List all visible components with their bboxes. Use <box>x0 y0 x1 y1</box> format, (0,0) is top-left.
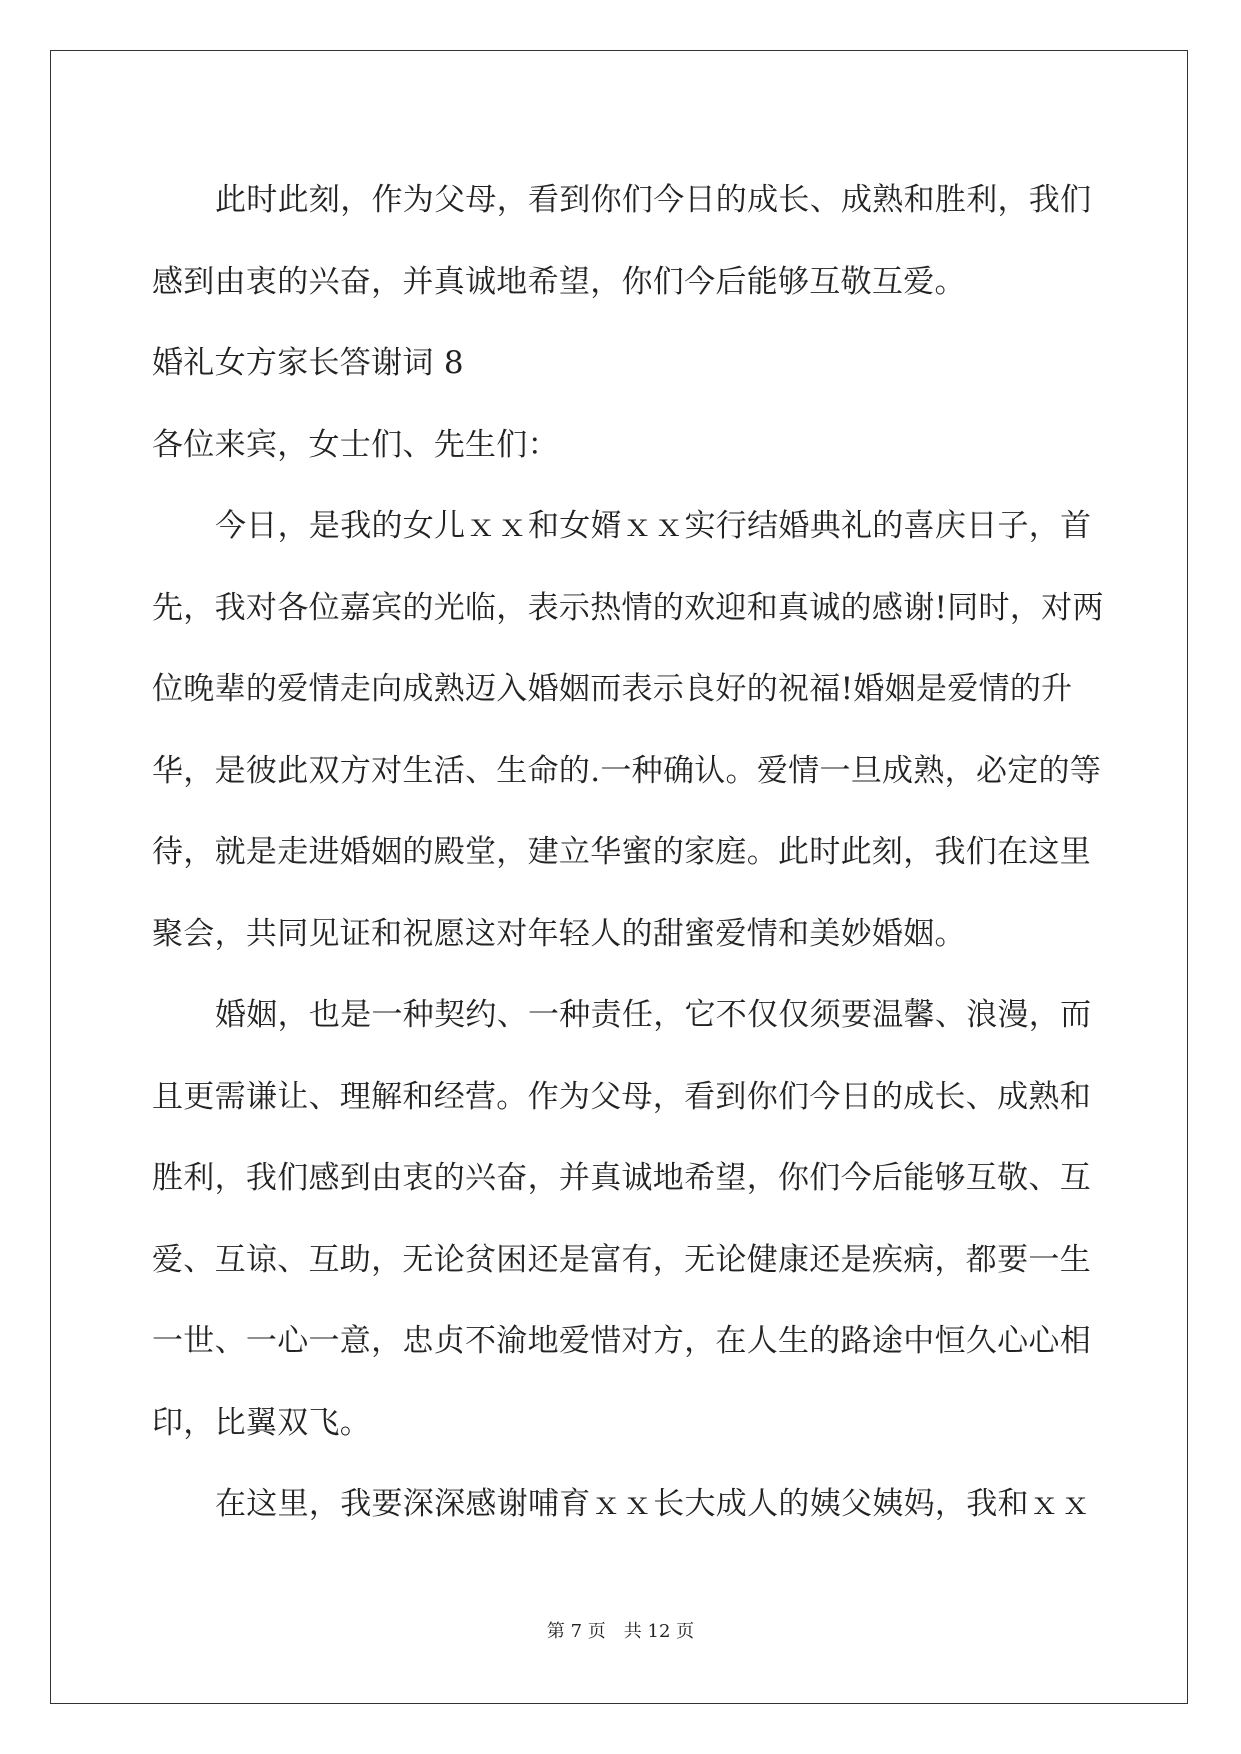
document-body <box>152 160 1104 1546</box>
section-heading: 婚礼女方家长答谢词 8 <box>152 345 464 381</box>
text-line: 印，比翼双飞。 <box>152 1404 372 1441</box>
text-line: 爱、互谅、互助，无论贫困还是富有，无论健康还是疾病，都要一生 <box>152 1241 1091 1278</box>
salutation: 各位来宾，女士们、先生们： <box>152 426 559 463</box>
text-line: 聚会，共同见证和祝愿这对年轻人的甜蜜爱情和美妙婚姻。 <box>152 915 966 952</box>
text-line: 在这里，我要深深感谢哺育ｘｘ长大成人的姨父姨妈，我和ｘｘ <box>215 1486 1092 1522</box>
text-line: 感到由衷的兴奋，并真诚地希望，你们今后能够互敬互爱。 <box>152 263 966 300</box>
text-line: 且更需谦让、理解和经营。作为父母，看到你们今日的成长、成熟和 <box>152 1078 1091 1115</box>
page-number: 第 7 页 共 12 页 <box>546 1621 695 1642</box>
text-line: 胜利，我们感到由衷的兴奋，并真诚地希望，你们今后能够互敬、互 <box>152 1160 1091 1196</box>
text-line: 一世、一心一意，忠贞不渝地爱惜对方，在人生的路途中恒久心心相 <box>152 1323 1091 1359</box>
text-line: 待，就是走进婚姻的殿堂，建立华蜜的家庭。此时此刻，我们在这里 <box>152 834 1091 870</box>
text-line: 先，我对各位嘉宾的光临，表示热情的欢迎和真诚的感谢!同时，对两 <box>152 589 1104 626</box>
text-line: 华，是彼此双方对生活、生命的.一种确认。爱情一旦成熟，必定的等 <box>152 752 1102 789</box>
text-line: 位晚辈的爱情走向成熟迈入婚姻而表示良好的祝福!婚姻是爱情的升 <box>152 671 1073 707</box>
text-line: 今日，是我的女儿ｘｘ和女婿ｘｘ实行结婚典礼的喜庆日子，首 <box>215 508 1092 544</box>
text-line: 此时此刻，作为父母，看到你们今日的成长、成熟和胜利，我们 <box>215 182 1092 218</box>
text-line: 婚姻，也是一种契约、一种责任，它不仅仅须要温馨、浪漫，而 <box>215 997 1092 1033</box>
